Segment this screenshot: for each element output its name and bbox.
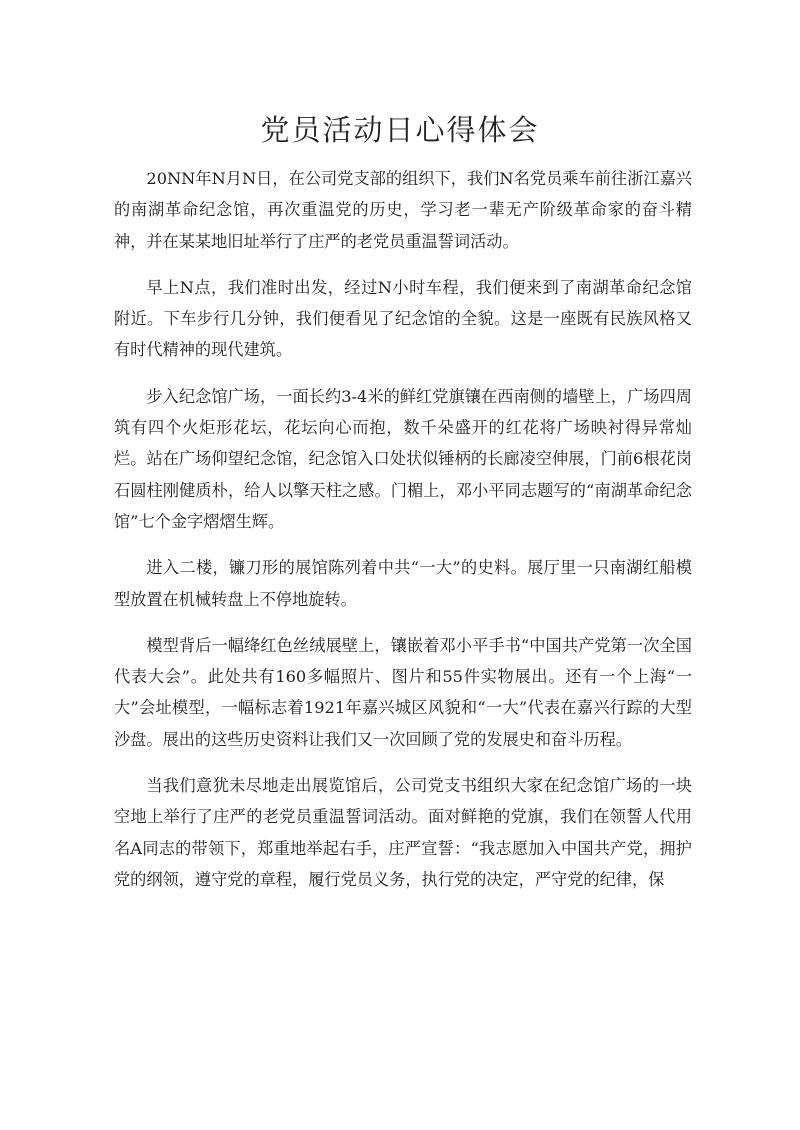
document-body bbox=[114, 163, 692, 910]
paragraph-1: 20NN年N月N日，在公司党支部的组织下，我们N名党员乘车前往浙江嘉兴的南湖革命纪念馆，再次重温党的历史，学习老一辈无产阶级革命家的奋斗精神，并在某某地旧址举行了庄严的老党员重温誓词活动。 bbox=[114, 169, 692, 251]
paragraph-6: 当我们意犹未尽地走出展览馆后，公司党支书组织大家在纪念馆广场的一块空地上举行了庄严的老党员重温誓词活动。面对鲜艳的党旗，我们在领誓人代用名A同志的带领下，郑重地举起右手，庄严宣誓：“我志愿加入中国共产党，拥护党的纲领，遵守党的章程，履行党员义务，执行党的决定，严守党的纪律，保 bbox=[114, 776, 692, 889]
document-title: 党员活动日心得体会 bbox=[260, 113, 540, 147]
paragraph-3: 步入纪念馆广场，一面长约3-4米的鲜红党旗镶在西南侧的墙壁上，广场四周筑有四个火炬形花坛，花坛向心而抱，数千朵盛开的红花将广场映衬得异常灿烂。站在广场仰望纪念馆，纪念馆入口处状似锤柄的长廊凌空伸展，门前6根花岗石圆柱刚健质朴，给人以擎天柱之感。门楣上，邓小平同志题写的“南湖革命纪念馆”七个金字熠熠生辉。 bbox=[114, 386, 692, 531]
paragraph-4: 进入二楼，镰刀形的展馆陈列着中共“一大”的史料。展厅里一只南湖红船模型放置在机械转盘上不停地旋转。 bbox=[114, 558, 692, 609]
paragraph-5: 模型背后一幅绛红色丝绒展壁上，镶嵌着邓小平手书“中国共产党第一次全国代表大会”。此处共有160多幅照片、图片和55件实物展出。还有一个上海“一大”会址模型，一幅标志着1921年嘉兴城区风貌和“一大”代表在嘉兴行踪的大型沙盘。展出的这些历史资料让我们又一次回顾了党的发展史和奋斗历程。 bbox=[114, 635, 692, 749]
paragraph-2: 早上N点，我们准时出发，经过N小时车程，我们便来到了南湖革命纪念馆附近。下车步行几分钟，我们便看见了纪念馆的全貌。这是一座既有民族风格又有时代精神的现代建筑。 bbox=[114, 277, 692, 360]
